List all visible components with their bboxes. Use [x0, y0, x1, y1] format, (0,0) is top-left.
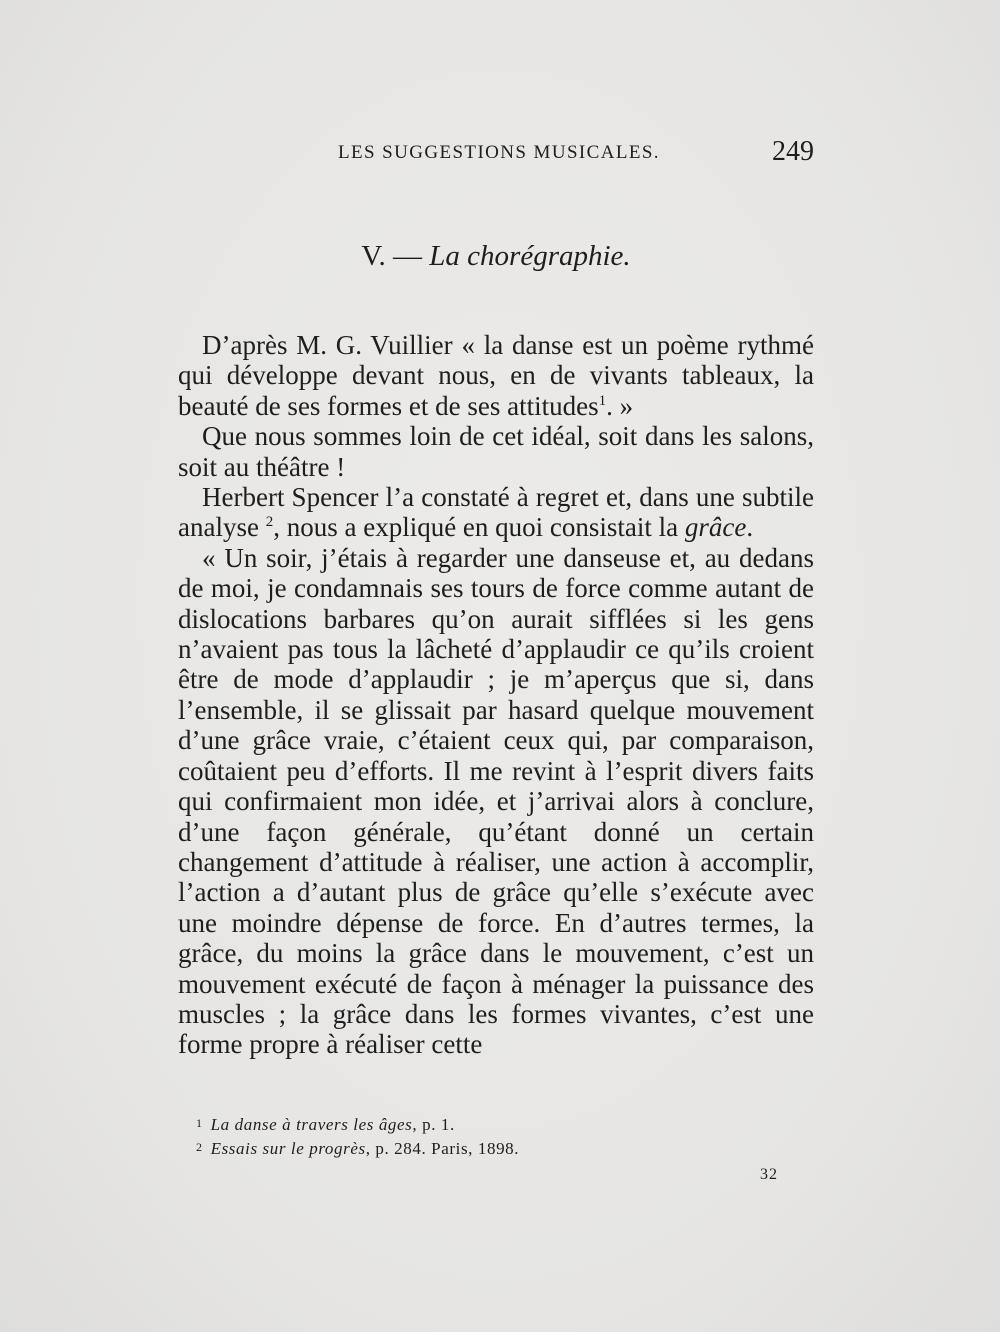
running-title: LES SUGGESTIONS MUSICALES. [338, 142, 660, 163]
emphasis-text: grâce [684, 512, 747, 543]
footnote [196, 1136, 814, 1160]
footnote-title: La danse à travers les âges [210, 1115, 413, 1134]
paragraph [178, 330, 814, 421]
footnote-mark: 1 [196, 1116, 203, 1130]
footnote-rest: , p. 1. [412, 1115, 455, 1134]
footnote-ref: 2 [265, 514, 274, 531]
paragraph-text: . » [606, 390, 634, 421]
body-text [178, 330, 814, 1060]
paragraph-text: . [746, 512, 754, 543]
page-number: 249 [772, 136, 814, 167]
paragraph-text: , nous a expliqué en quoi consistait la [273, 512, 685, 543]
paragraph: « Un soir, j’étais à regarder une danseuse et, au dedans de moi, je condamnais ses tours de force comme autant de dislocations barbares qu’on aurait sifflées si les gens n’avaient pas tous la lâcheté d’applaudir ce qu’ils croient être de mode d’applaudir ; je m’aperçus que si, dans l’ensemble, il se glissait par hasard quelque mouvement d’une grâce vraie, c’étaient ceux qui, par comparaison, coûtaient peu d’efforts. Il me revint à l’esprit divers faits qui confirmaient mon idée, et j’arrivai alors à conclure, d’une façon générale, qu’étant donné un certain changement d’attitude à réaliser, une action à accomplir, l’action a d’autant plus de grâce qu’elle s’exécute avec une moindre dépense de force. En d’autres termes, la grâce, du moins la grâce dans le mouvement, c’est un mouvement exécuté de façon à ménager la puissance des muscles ; la grâce dans les formes vivantes, c’est une forme propre à réaliser cette [178, 542, 814, 1060]
footnote-rest: , p. 284. Paris, 1898. [365, 1139, 520, 1158]
chapter-heading [178, 240, 814, 273]
running-head [178, 136, 814, 172]
footnote-title: Essais sur le progrès [210, 1139, 366, 1158]
paragraph-text: Herbert Spencer l’a constaté à regret et, dans une subtile analyse [178, 482, 814, 543]
paragraph-text: D’après M. G. Vuillier « la danse est un poème rythmé qui développe devant nous, en de vivants tableaux, la beauté de ses formes et de ses attitudes [178, 330, 814, 421]
signature-mark: 32 [760, 1166, 778, 1183]
paragraph [178, 482, 814, 543]
chapter-number: V. — [361, 240, 423, 272]
footnotes [196, 1112, 814, 1160]
footnote-ref: 1 [598, 392, 607, 409]
footnote-mark: 2 [196, 1140, 203, 1154]
paragraph: Que nous sommes loin de cet idéal, soit dans les salons, soit au théâtre ! [178, 421, 814, 482]
footnote [196, 1112, 814, 1136]
chapter-title: La chorégraphie. [429, 240, 631, 272]
